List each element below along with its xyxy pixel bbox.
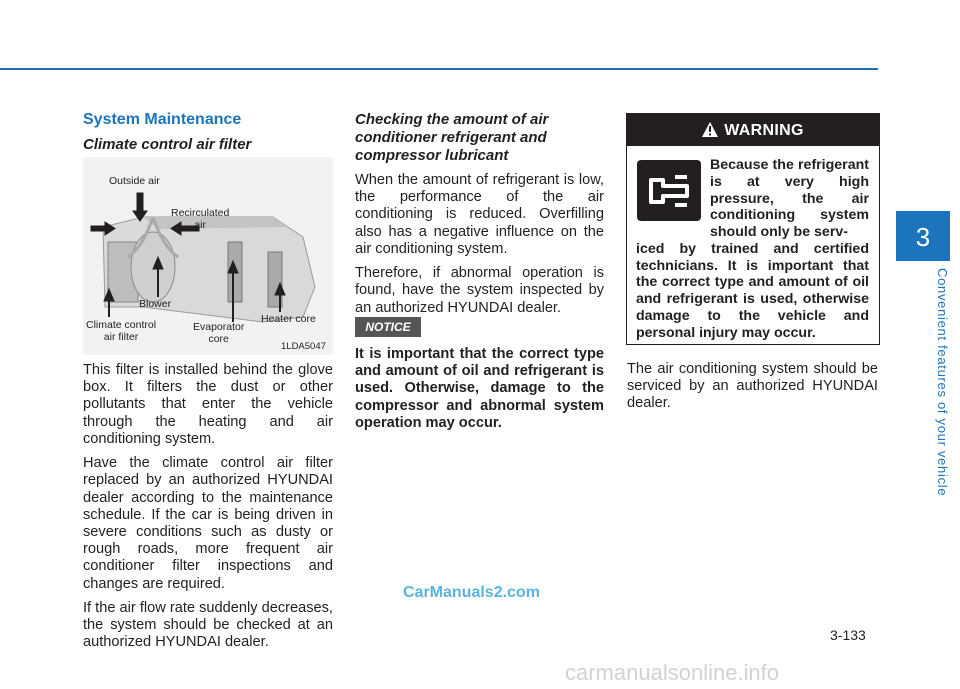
middle-column [355, 111, 604, 324]
label-climate-filter: Climate control air filter [86, 319, 157, 344]
watermark-top[interactable]: CarManuals2.com [403, 584, 540, 601]
warning-label: WARNING [724, 122, 804, 139]
label-blower: Blower [139, 298, 172, 310]
warning-header [627, 114, 879, 146]
chapter-title: Convenient features of your vehicle [935, 268, 950, 497]
warning-text-full: iced by trained and certified technicians. It is important that the correct type and amount of oil and refrigerant is used, otherwise damage to the vehicle and personal injury may occur. [636, 240, 869, 341]
figure-code: 1LDA5047 [281, 341, 326, 352]
blower-shape [131, 232, 175, 302]
page-number: 3-133 [830, 627, 866, 643]
hvac-diagram [83, 157, 333, 355]
label-outside-air: Outside air [109, 175, 160, 187]
filter-paragraph-2: Have the climate control air filter replaced by an authorized HYUNDAI dealer according to the maintenance schedule. If the car is being driven in severe conditions such as dusty or rough roads, more frequent air conditioner filter inspections and changes are required. [83, 455, 333, 592]
warning-triangle-icon [702, 116, 718, 149]
chapter-tab[interactable] [896, 211, 950, 261]
left-column [83, 111, 333, 154]
notice-text: It is important that the correct type and amount of oil and refrigerant is used. Otherwise, damage to the compressor and abnormal system operation may occur. [355, 346, 604, 431]
right-body [627, 361, 878, 420]
chapter-number: 3 [915, 222, 931, 252]
filter-subheading: Climate control air filter [83, 136, 252, 153]
warning-text [636, 157, 869, 341]
watermark-bottom[interactable]: carmanualsonline.info [565, 660, 780, 685]
filter-paragraph-3: If the air flow rate suddenly decreases, the system should be checked at an authorized HYUNDAI dealer. [83, 599, 333, 651]
refrigerant-paragraph-1: When the amount of refrigerant is low, the performance of the air conditioning is reduced. Overfilling also has a negative influence on the air conditioning system. [355, 172, 604, 257]
label-heater-core: Heater core [261, 313, 316, 325]
notice-body [355, 346, 604, 432]
warning-text-indented: Because the refrigerant is at very high pressure, the air conditioning system should only be serv- [710, 157, 869, 240]
warning-box [626, 113, 880, 345]
notice-badge: NOTICE [355, 317, 421, 337]
refrigerant-paragraph-2: Therefore, if abnormal operation is found, have the system inspected by an authorized HYUNDAI dealer. [355, 265, 604, 316]
label-evaporator: Evaporator core [193, 321, 245, 346]
service-paragraph: The air conditioning system should be serviced by an authorized HYUNDAI dealer. [627, 361, 878, 412]
label-recirculated-air: Recirculated air [171, 207, 230, 232]
section-heading: System Maintenance [83, 111, 242, 128]
left-body [83, 362, 333, 659]
header-rule [0, 68, 878, 70]
refrigerant-subheading: Checking the amount of air conditioner refrigerant and compressor lubricant [355, 111, 549, 164]
filter-paragraph-1: This filter is installed behind the glove box. It filters the dust or other pollutants that enter the vehicle through the heating and air conditioning system. [83, 362, 333, 447]
